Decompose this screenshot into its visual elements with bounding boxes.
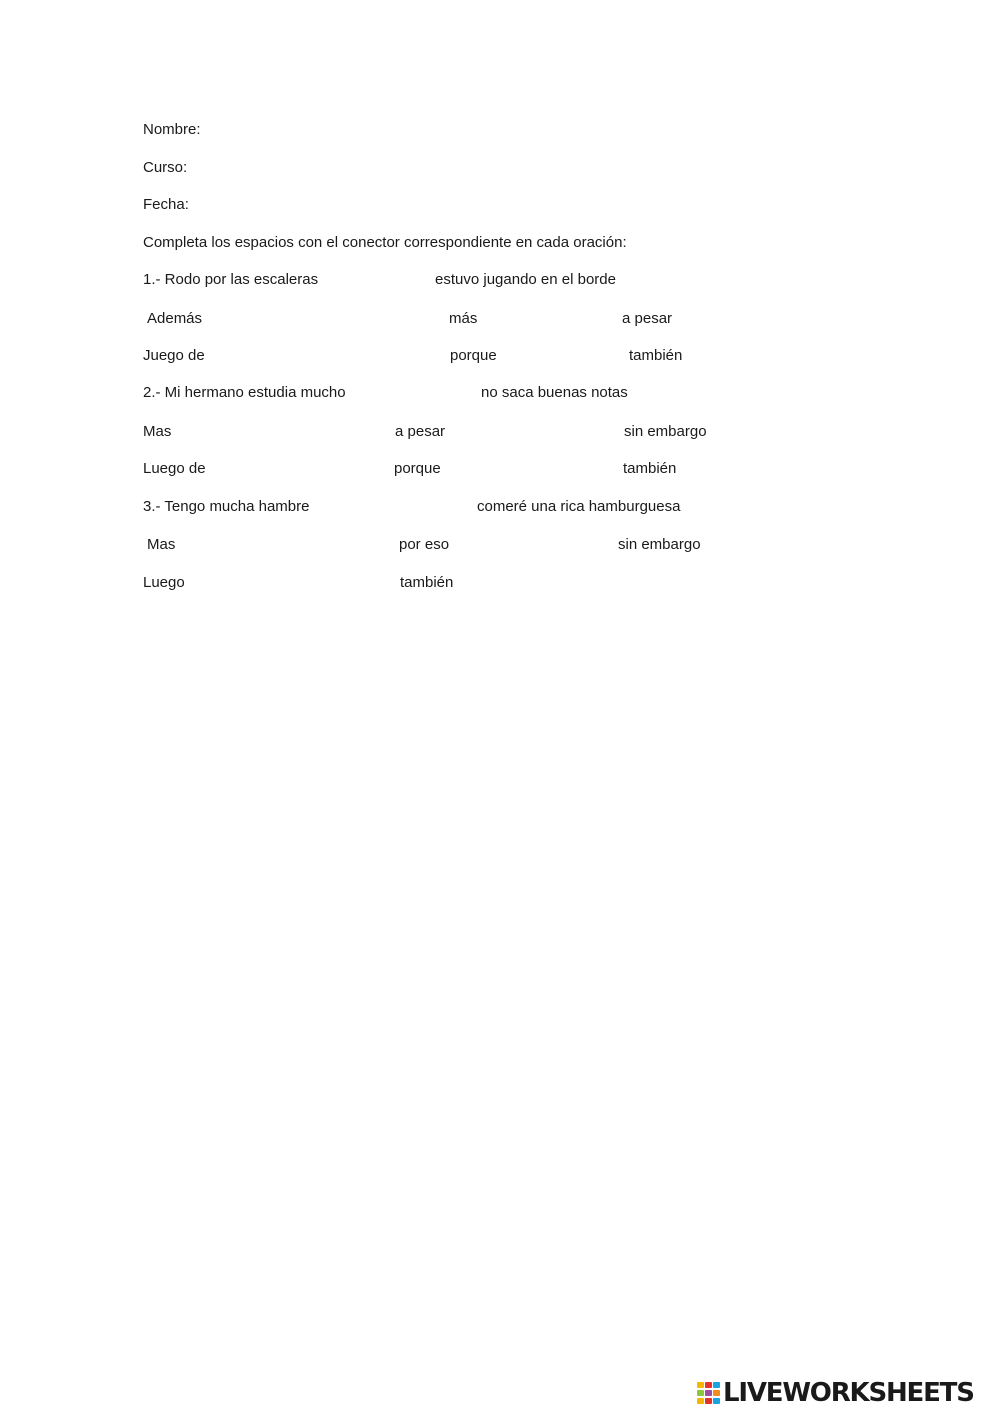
logo-grid-icon xyxy=(697,1382,721,1404)
q2-option-6[interactable]: también xyxy=(623,460,677,477)
q2-option-5[interactable]: porque xyxy=(394,460,441,477)
q2-sentence-end: no saca buenas notas xyxy=(481,384,628,401)
q3-sentence-end: comeré una rica hamburguesa xyxy=(477,498,681,515)
liveworksheets-logo xyxy=(697,1378,993,1408)
q2-sentence-start: 2.- Mi hermano estudia mucho xyxy=(143,384,346,401)
q1-option-5[interactable]: porque xyxy=(450,347,497,364)
nombre-label: Nombre: xyxy=(143,121,201,138)
q3-sentence-start: 3.- Tengo mucha hambre xyxy=(143,498,310,515)
logo-text: LIVEWORKSHEETS xyxy=(723,1378,974,1408)
q1-sentence-start: 1.- Rodo por las escaleras xyxy=(143,271,319,288)
q3-option-4[interactable]: Luego xyxy=(143,574,185,591)
q1-option-4[interactable]: Juego de xyxy=(143,347,205,364)
q1-option-6[interactable]: también xyxy=(629,347,683,364)
q1-option-1[interactable]: Además xyxy=(147,310,203,327)
q1-option-2[interactable]: más xyxy=(449,310,478,327)
fecha-label: Fecha: xyxy=(143,196,189,213)
q1-sentence-end: estuvo jugando en el borde xyxy=(435,271,616,288)
q2-option-3[interactable]: sin embargo xyxy=(624,423,707,440)
q2-option-4[interactable]: Luego de xyxy=(143,460,206,477)
q1-option-3[interactable]: a pesar xyxy=(622,310,673,327)
q2-option-1[interactable]: Mas xyxy=(143,423,172,440)
q3-option-5[interactable]: también xyxy=(400,574,454,591)
q3-option-3[interactable]: sin embargo xyxy=(618,536,701,553)
q3-option-1[interactable]: Mas xyxy=(147,536,176,553)
q2-option-2[interactable]: a pesar xyxy=(395,423,446,440)
q3-option-2[interactable]: por eso xyxy=(399,536,450,553)
instruction-text: Completa los espacios con el conector correspondiente en cada oración: xyxy=(143,234,627,251)
curso-label: Curso: xyxy=(143,159,188,176)
